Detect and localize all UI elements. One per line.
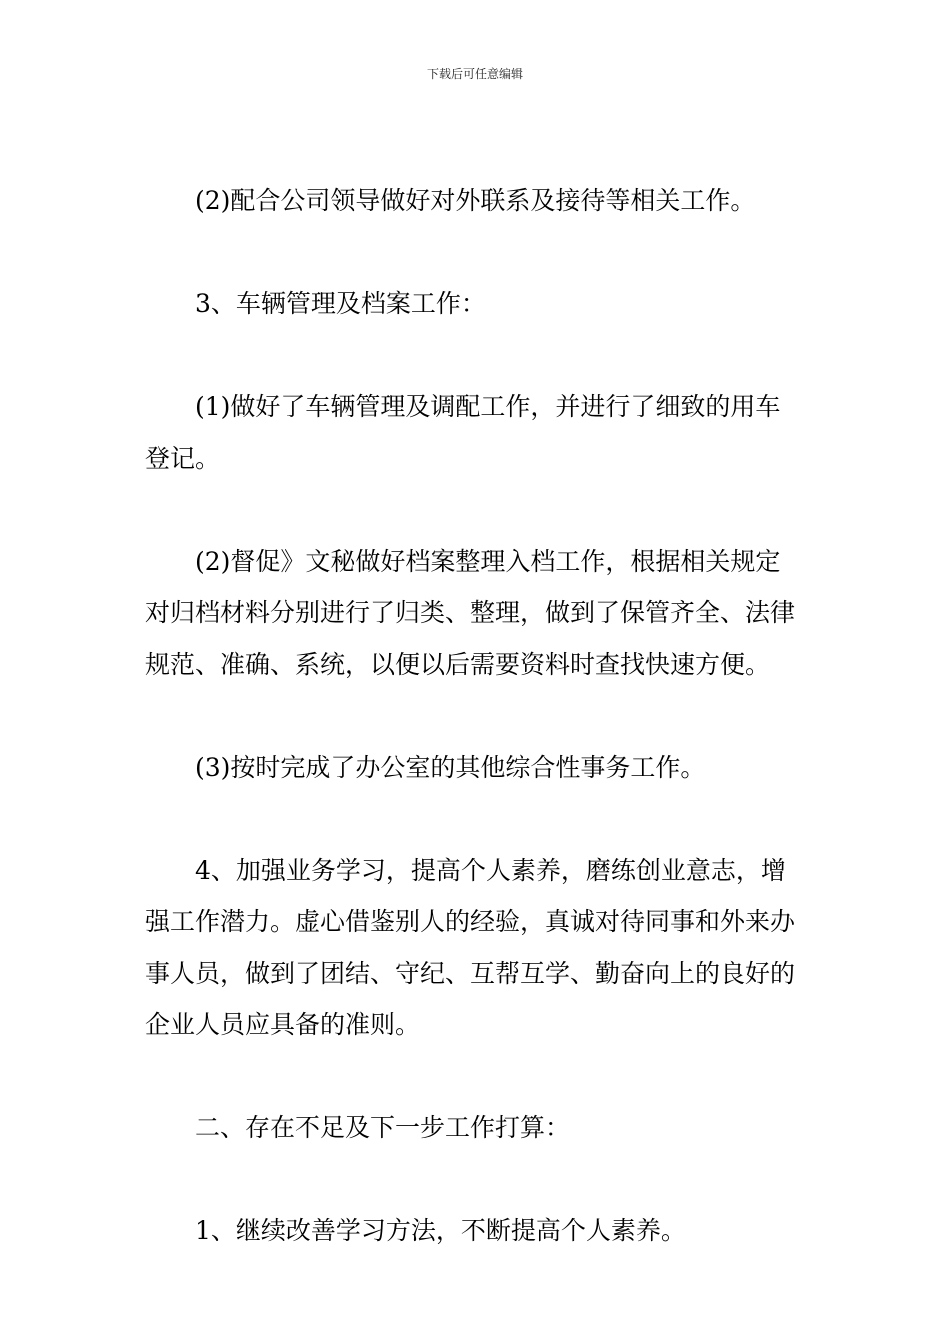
paragraph-gap — [145, 1154, 805, 1206]
paragraph-gap — [145, 484, 805, 536]
paragraph: 3、车辆管理及档案工作： — [195, 289, 486, 318]
paragraph: (1)做好了车辆管理及调配工作，并进行了细致的用车登记。 — [145, 392, 781, 473]
page-header: 下载后可任意编辑 — [426, 67, 523, 81]
paragraph-gap — [145, 330, 805, 382]
paragraph: 二、存在不足及下一步工作打算： — [195, 1113, 571, 1142]
paragraph: (3)按时完成了办公室的其他综合性事务工作。 — [195, 752, 706, 782]
paragraph: 4、加强业务学习，提高个人素养，磨练创业意志，增强工作潜力。虚心借鉴别人的经验，真诚对待同事和外来办事人员，做到了团结、守纪、互帮互学、勤奋向上的良好的企业人员应具备的准则。 — [145, 855, 796, 1039]
paragraph: (2)配合公司领导做好对外联系及接待等相关工作。 — [195, 186, 756, 215]
document-body — [145, 175, 805, 1257]
paragraph-gap — [145, 1051, 805, 1103]
paragraph-gap — [145, 793, 805, 845]
paragraph-gap — [145, 227, 805, 279]
paragraph-gap — [145, 690, 805, 742]
paragraph: (2)督促》文秘做好档案整理入档工作，根据相关规定对归档材料分别进行了归类、整理，做到了保管齐全、法律规范、准确、系统，以便以后需要资料时查找快速方便。 — [145, 546, 796, 679]
paragraph: 1、继续改善学习方法，不断提高个人素养。 — [195, 1216, 686, 1245]
